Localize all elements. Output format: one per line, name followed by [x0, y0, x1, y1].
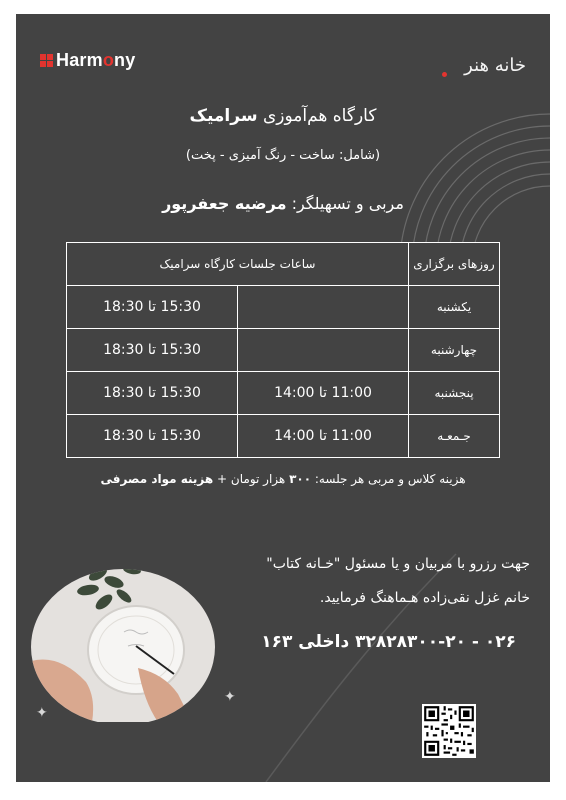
fee-amount: ۳۰۰: [289, 472, 312, 486]
logo-dot: [442, 72, 447, 77]
title-prefix: کارگاه هم‌آموزی: [262, 106, 377, 126]
phone-number: ۰۲۶ - ۳۲۸۲۸۳۰۰-۲۰ داخلی ۱۶۳: [261, 632, 516, 652]
header-days: روزهای برگزاری: [409, 243, 500, 286]
khane-honar-logo-text: خانه هنر: [464, 55, 526, 76]
schedule-table: [66, 242, 500, 450]
harmony-logo-text: Harmony: [56, 49, 136, 70]
slot-evening-cell: 15:30 تا 18:30: [67, 415, 238, 458]
fee-extra: هزینه مواد مصرفی: [100, 472, 214, 486]
day-cell: جـمعـه: [409, 415, 500, 458]
pottery-painting-photo: [28, 562, 218, 722]
table-row: [67, 329, 500, 372]
slot-morning-cell: 11:00 تا 14:00: [238, 372, 409, 415]
slot-morning-cell: [238, 329, 409, 372]
fee-prefix: هزینه کلاس و مربی هر جلسه:: [314, 472, 466, 486]
fee-line: [56, 472, 510, 486]
contact-line-2: خانم غزل نقی‌زاده هـماهنگ فرمایید.: [319, 590, 530, 606]
fee-unit: هزار تومان +: [217, 472, 286, 486]
slot-morning-cell: 11:00 تا 14:00: [238, 415, 409, 458]
table-row: [67, 415, 500, 458]
slot-evening-cell: 15:30 تا 18:30: [67, 286, 238, 329]
khane-honar-logo: [436, 48, 526, 84]
instructor-label: مربی و تسهیلگر:: [291, 194, 404, 213]
schedule-header-row: [67, 243, 500, 286]
workshop-title: [76, 106, 490, 126]
title-bold: سرامیک: [189, 106, 258, 126]
instructor-line: [76, 194, 490, 213]
workshop-subtitle: (شامل: ساخت - رنگ آمیزی - پخت): [185, 148, 381, 163]
harmony-logo: [40, 50, 135, 70]
slot-evening-cell: 15:30 تا 18:30: [67, 329, 238, 372]
sparkle-icon: ✦: [224, 689, 236, 705]
sparkle-icon: ✦: [36, 705, 48, 721]
day-cell: یکشنبه: [409, 286, 500, 329]
day-cell: پنجشنبه: [409, 372, 500, 415]
header-hours: ساعات جلسات کارگاه سرامیک: [67, 243, 409, 286]
day-cell: چهارشنبه: [409, 329, 500, 372]
instructor-name: مرضیه جعفرپور: [162, 194, 287, 213]
table-row: [67, 372, 500, 415]
table-row: [67, 286, 500, 329]
qr-code[interactable]: [422, 704, 476, 758]
harmony-logo-mark: [40, 54, 53, 67]
slot-morning-cell: [238, 286, 409, 329]
slot-evening-cell: 15:30 تا 18:30: [67, 372, 238, 415]
poster: [16, 14, 550, 782]
contact-line-1: جهت رزرو با مربیان و یا مسئول "خـانه کتاب": [266, 556, 530, 572]
